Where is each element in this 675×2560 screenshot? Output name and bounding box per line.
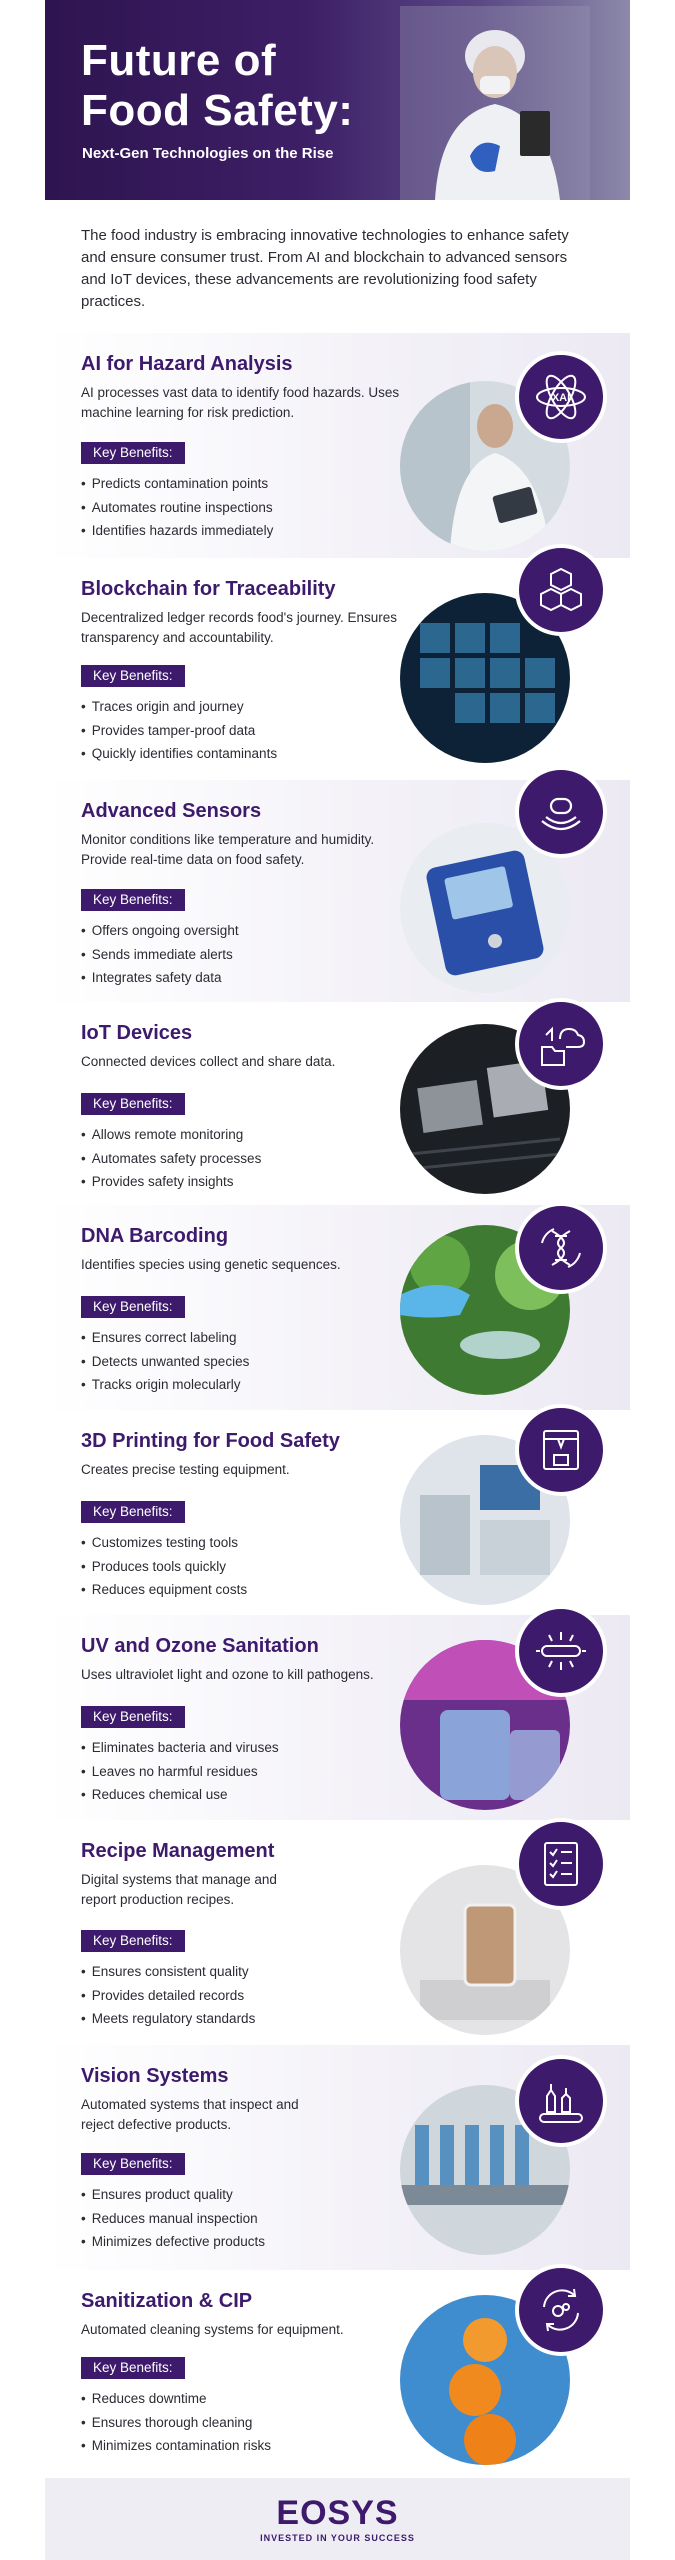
benefits-list <box>81 1960 255 2031</box>
benefit-item: • Minimizes defective products <box>81 2230 265 2254</box>
benefit-item: • Quickly identifies contaminants <box>81 742 277 766</box>
uv-lamp-icon <box>534 1624 588 1678</box>
section-title: IoT Devices <box>81 1022 193 1044</box>
section-dna-barcoding <box>45 1205 630 1410</box>
section-description: Uses ultraviolet light and ozone to kill pathogens. <box>81 1667 374 1682</box>
benefit-item: • Integrates safety data <box>81 966 239 990</box>
benefit-item: • Customizes testing tools <box>81 1531 247 1555</box>
hero-title: Future of Food Safety: <box>81 36 354 135</box>
benefit-item: • Automates safety processes <box>81 1147 261 1171</box>
section-uv-ozone-sanitation <box>45 1615 630 1820</box>
hero-subtitle: Next-Gen Technologies on the Rise <box>82 145 334 162</box>
benefit-item: • Detects unwanted species <box>81 1350 249 1374</box>
dna-icon <box>534 1221 588 1275</box>
sensor-icon <box>534 785 588 839</box>
section-icon-badge <box>515 2055 607 2147</box>
benefit-item: • Meets regulatory standards <box>81 2007 255 2031</box>
section-title: 3D Printing for Food Safety <box>81 1430 340 1452</box>
cloud-folder-icon <box>534 1017 588 1071</box>
cleaning-cycle-icon <box>534 2283 588 2337</box>
benefits-list <box>81 1736 279 1807</box>
benefit-item: • Reduces downtime <box>81 2387 271 2411</box>
key-benefits-label: Key Benefits: <box>81 2153 185 2175</box>
benefit-item: • Ensures thorough cleaning <box>81 2411 271 2435</box>
section-title: Blockchain for Traceability <box>81 578 336 600</box>
benefit-item: • Reduces chemical use <box>81 1783 279 1807</box>
benefit-item: • Offers ongoing oversight <box>81 919 239 943</box>
section-vision-systems <box>45 2045 630 2270</box>
footer <box>45 2478 630 2560</box>
benefit-item: • Eliminates bacteria and viruses <box>81 1736 279 1760</box>
section-icon-badge <box>515 2264 607 2356</box>
section-title: Vision Systems <box>81 2065 229 2087</box>
section-title: AI for Hazard Analysis <box>81 353 293 375</box>
benefit-item: • Ensures consistent quality <box>81 1960 255 1984</box>
eosys-logo: EOSYS <box>276 2493 399 2532</box>
svg-text:XAI: XAI <box>551 392 571 404</box>
section-icon-badge <box>515 766 607 858</box>
benefit-item: • Minimizes contamination risks <box>81 2434 271 2458</box>
key-benefits-label: Key Benefits: <box>81 1706 185 1728</box>
benefit-item: • Ensures product quality <box>81 2183 265 2207</box>
section-title: Advanced Sensors <box>81 800 262 822</box>
blockchain-cubes-icon <box>534 563 588 617</box>
benefits-list <box>81 472 273 543</box>
footer-tagline: INVESTED IN YOUR SUCCESS <box>260 2532 415 2543</box>
section-icon-badge <box>515 998 607 1090</box>
benefits-list <box>81 1123 261 1194</box>
section-3d-printing <box>45 1410 630 1615</box>
benefit-item: • Predicts contamination points <box>81 472 273 496</box>
key-benefits-label: Key Benefits: <box>81 1930 185 1952</box>
benefit-item: • Automates routine inspections <box>81 496 273 520</box>
benefit-item: • Reduces manual inspection <box>81 2207 265 2231</box>
key-benefits-label: Key Benefits: <box>81 2357 185 2379</box>
3d-printer-icon <box>534 1423 588 1477</box>
section-icon-badge <box>515 1605 607 1697</box>
benefits-list <box>81 1531 247 1602</box>
section-description: Automated cleaning systems for equipment. <box>81 2322 344 2337</box>
section-title: UV and Ozone Sanitation <box>81 1635 319 1657</box>
section-description: AI processes vast data to identify food hazards. Uses machine learning for risk prediction. <box>81 385 400 420</box>
section-icon-badge <box>515 1202 607 1294</box>
section-icon-badge <box>515 544 607 636</box>
section-title: Sanitization & CIP <box>81 2290 253 2312</box>
section-icon-badge <box>515 1404 607 1496</box>
key-benefits-label: Key Benefits: <box>81 1296 185 1318</box>
key-benefits-label: Key Benefits: <box>81 1501 185 1523</box>
section-title: DNA Barcoding <box>81 1225 229 1247</box>
section-description: Automated systems that inspect and reject defective products. <box>81 2097 299 2132</box>
section-icon-badge <box>515 1818 607 1910</box>
key-benefits-label: Key Benefits: <box>81 665 185 687</box>
benefits-list <box>81 1326 249 1397</box>
lab-worker-illustration <box>400 6 590 200</box>
benefits-list <box>81 919 239 990</box>
section-recipe-management <box>45 1820 630 2045</box>
key-benefits-label: Key Benefits: <box>81 442 185 464</box>
section-sanitization-cip <box>45 2270 630 2478</box>
benefit-item: • Reduces equipment costs <box>81 1578 247 1602</box>
benefit-item: • Tracks origin molecularly <box>81 1373 249 1397</box>
benefit-item: • Provides safety insights <box>81 1170 261 1194</box>
benefit-item: • Provides detailed records <box>81 1984 255 2008</box>
benefit-item: • Ensures correct labeling <box>81 1326 249 1350</box>
benefit-item: • Traces origin and journey <box>81 695 277 719</box>
section-advanced-sensors <box>45 780 630 1002</box>
checklist-icon <box>534 1837 588 1891</box>
section-blockchain-traceability <box>45 558 630 780</box>
benefit-item: • Provides tamper-proof data <box>81 719 277 743</box>
section-description: Connected devices collect and share data. <box>81 1054 336 1069</box>
xai-atom-icon <box>534 370 588 424</box>
intro-paragraph: The food industry is embracing innovative technologies to enhance safety and ensure consumer trust. From AI and blockchain to advanced sensors and IoT devices, these advancements are revolutionizing food safety practices. <box>81 227 569 310</box>
benefit-item: • Produces tools quickly <box>81 1555 247 1579</box>
benefits-list <box>81 2183 265 2254</box>
hero-banner <box>45 0 630 200</box>
benefit-item: • Identifies hazards immediately <box>81 519 273 543</box>
benefit-item: • Allows remote monitoring <box>81 1123 261 1147</box>
benefit-item: • Sends immediate alerts <box>81 943 239 967</box>
benefit-item: • Leaves no harmful residues <box>81 1760 279 1784</box>
section-iot-devices <box>45 1002 630 1205</box>
section-description: Monitor conditions like temperature and humidity. Provide real-time data on food safety. <box>81 832 375 867</box>
benefits-list <box>81 2387 271 2458</box>
section-description: Digital systems that manage and report production recipes. <box>81 1872 277 1907</box>
key-benefits-label: Key Benefits: <box>81 1093 185 1115</box>
section-icon-badge <box>515 351 607 443</box>
key-benefits-label: Key Benefits: <box>81 889 185 911</box>
conveyor-bottles-icon <box>534 2074 588 2128</box>
section-description: Decentralized ledger records food's journey. Ensures transparency and accountability. <box>81 610 397 645</box>
section-ai-hazard-analysis <box>45 333 630 558</box>
benefits-list <box>81 695 277 766</box>
section-description: Creates precise testing equipment. <box>81 1462 290 1477</box>
section-description: Identifies species using genetic sequences. <box>81 1257 341 1272</box>
section-title: Recipe Management <box>81 1840 275 1862</box>
infographic-page <box>45 0 630 2560</box>
